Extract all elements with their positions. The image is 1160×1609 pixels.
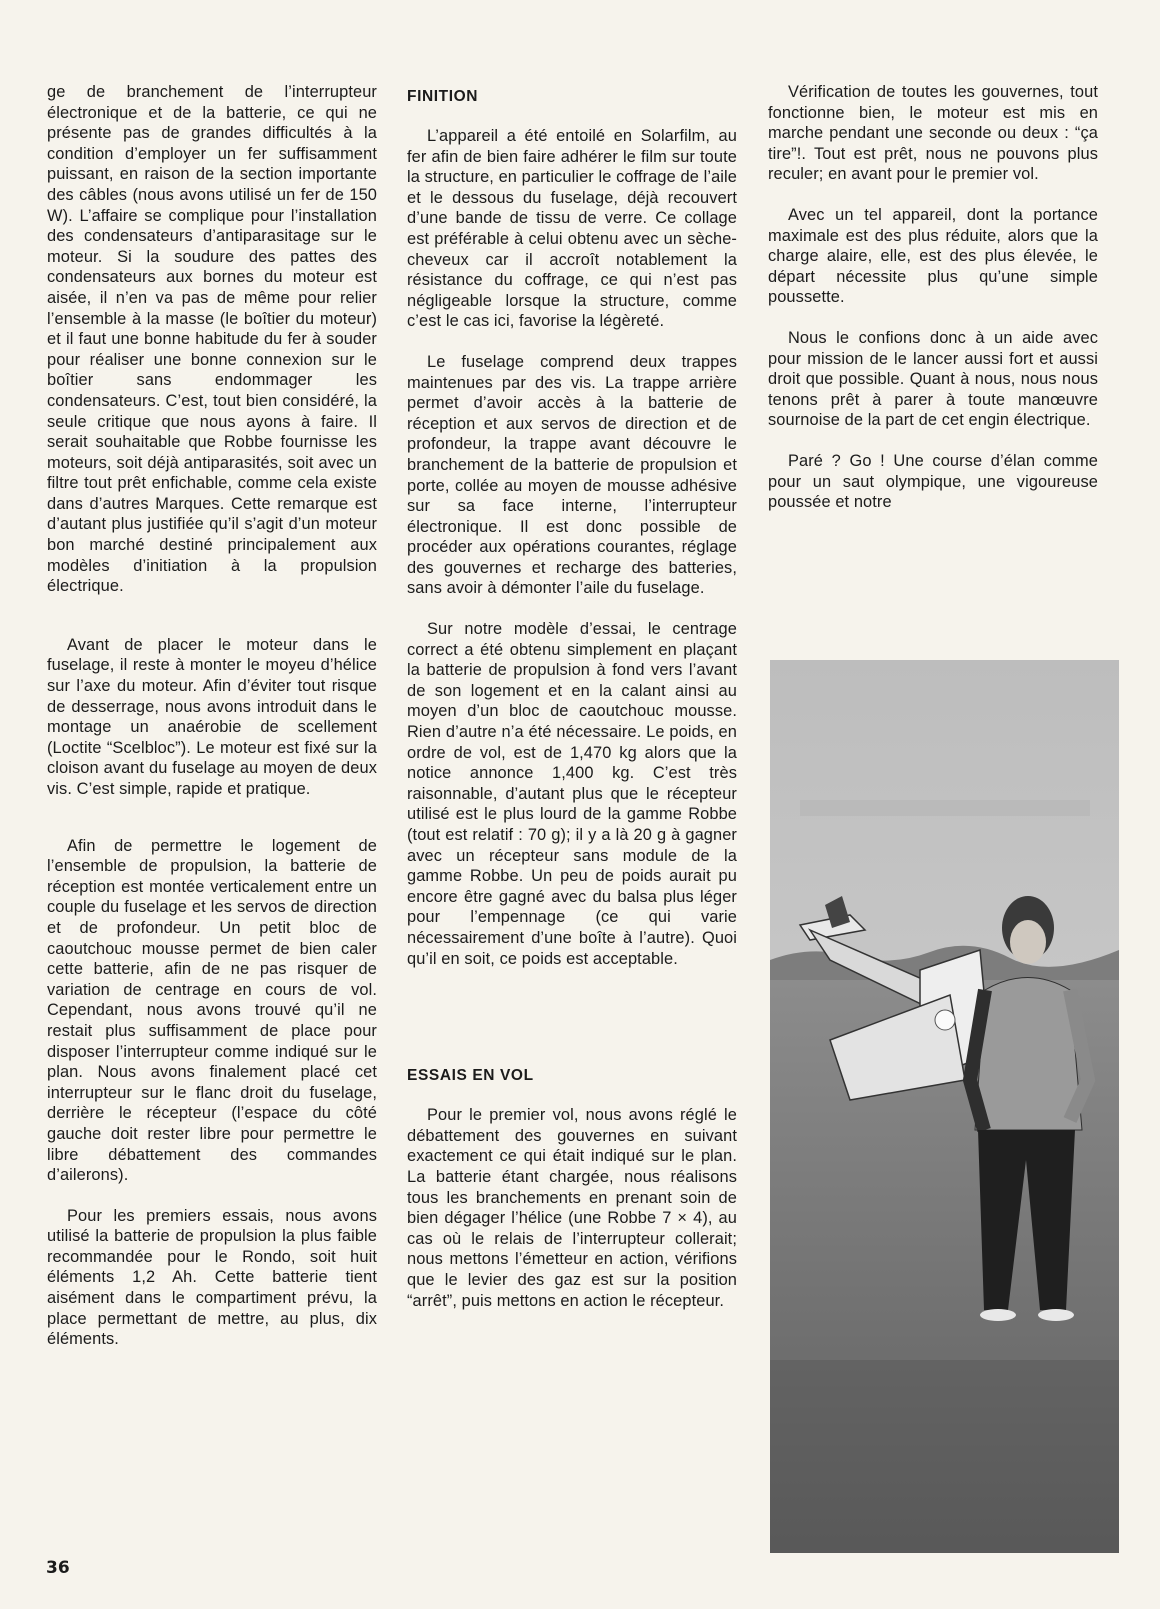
section-heading: FINITION — [407, 88, 479, 105]
paragraph: Avant de placer le moteur dans le fuselage, il reste à monter le moyeu d’hélice sur l’axe du moteur. Afin d’éviter tout risque de desserrage, nous avons introduit dans le montage un anaérobie de scellement (Loctite “Scelbloc”). Le moteur est fixé sur la cloison avant du fuselage au moyen de deux vis. C’est simple, rapide et pratique. — [47, 635, 377, 798]
text-column-1 — [47, 82, 377, 1370]
paragraph: Paré ? Go ! Une course d’élan comme pour un saut olympique, une vigoureuse poussée et notre — [768, 451, 1098, 512]
paragraph: Pour le premier vol, nous avons réglé le débattement des gouvernes en suivant exactement ce qui était indiqué sur le plan. La batterie étant chargée, nous réalisons tous les branchements en prenant soin de bien dégager l’hélice (une Robbe 7 × 4), au cas où le relais de l’interrupteur collerait; nous mettons l’émetteur en action, vérifions que le levier des gaz est sur la position “arrêt”, puis mettons en action le récepteur. — [407, 1106, 737, 1310]
paragraph: Vérification de toutes les gouvernes, tout fonctionne bien, le moteur est mis en marche pendant une seconde ou deux : “ça tire”!. Tout est prêt, nous ne pouvons plus reculer; en avant pour le premier vol. — [768, 83, 1098, 184]
section-heading: ESSAIS EN VOL — [407, 1067, 534, 1085]
text-column-3 — [768, 82, 1098, 533]
paragraph: L’appareil a été entoilé en Solarfilm, au fer afin de bien faire adhérer le film sur toute la structure, en particulier le coffrage de l’aile et le dessous du fuselage, déjà recouvert d’une bande de tissu de verre. Ce collage est préférable à celui obtenu avec un sèche-cheveux car il accroît notablement la résistance du coffrage, ce qui n’est pas négligeable lorsque la structure, comme c’est le cas ici, favorise la légèreté. — [407, 127, 737, 331]
paragraph: ge de branchement de l’interrupteur électronique et de la batterie, ce qui ne présente pas de grandes difficultés à la condition d’employer un fer suffisamment puissant, en raison de la section importante des câbles (nous avons utilisé un fer de 150 W). L’affaire se complique pour l’installation des condensateurs d’antiparasitage sur le moteur. Si la soudure des pattes des condensateurs aux bornes du moteur est aisée, il n’en va pas de même pour relier l’ensemble à la masse (le boîtier du moteur) et il faut une bonne habitude du fer à souder pour réaliser une bonne connexion sur le boîtier sans endommager les condensateurs. C’est, tout bien considéré, la seule critique que nous ayons à faire. Il serait souhaitable que Robbe fournisse les moteurs, soit déjà antiparasités, soit avec un filtre tout prêt enfichable, comme cela existe dans d’autres Marques. Cette remarque est d’autant plus justifiée qu’il s’agit d’un moteur bon marché destiné principalement aux modèles d’initiation à la propulsion électrique. — [47, 83, 377, 596]
paragraph: Afin de permettre le logement de l’ensemble de propulsion, la batterie de réception est montée verticalement entre un couple du fuselage et les servos de direction et de profondeur. Un petit bloc de caoutchouc mousse permet de bien caler cette batterie, afin de ne pas risquer de variation de centrage en cours de vol. Cependant, nous avons trouvé qu’il ne restait plus suffisamment de place pour disposer l’interrupteur comme indiqué sur le plan. Nous avons finalement placé cet interrupteur sur le flanc droit du fuselage, derrière le récepteur (l’espace du côté gauche doit rester libre pour permettre le libre débattement des commandes d’ailerons). — [47, 836, 377, 1185]
photo-pilot-with-model-plane — [770, 660, 1119, 1553]
paragraph: Avec un tel appareil, dont la portance maximale est des plus réduite, alors que la charge alaire, elle, est des plus élevée, le départ nécessite plus qu’une simple poussette. — [768, 205, 1098, 307]
photo-illustration — [770, 660, 1119, 1553]
page-number: 36 — [46, 1558, 70, 1578]
paragraph: Sur notre modèle d’essai, le centrage correct a été obtenu simplement en plaçant la batterie de propulsion à fond vers l’avant de son logement et en la calant ainsi au moyen d’un bloc de caoutchouc mousse. Rien d’autre n’a été nécessaire. Le poids, en ordre de vol, est de 1,470 kg alors que la notice annonce 1,400 kg. C’est très raisonnable, d’autant plus que le récepteur utilisé est le plus lourd de la gamme Robbe (tout est relatif : 70 g); il y a là 20 g à gagner avec un récepteur sans module de la gamme Robbe. Un peu de poids aurait pu encore être gagné avec du balsa plus léger pour l’empennage (ce qui varie nécessairement d’une boîte à l’autre). Quoi qu’il en soit, ce poids est acceptable. — [407, 620, 737, 968]
paragraph: Le fuselage comprend deux trappes maintenues par des vis. La trappe arrière permet d’avoir accès à la batterie de réception et aux servos de direction et de profondeur, la trappe avant découvre le branchement de la batterie de propulsion et porte, collée au moyen de mousse adhésive sur sa face interne, l’interrupteur électronique. Il est donc possible de procéder aux opérations courantes, réglage des gouvernes et recharge des batteries, sans avoir à démonter l’aile du fuselage. — [407, 352, 737, 598]
paragraph: Pour les premiers essais, nous avons utilisé la batterie de propulsion la plus faible recommandée pour le Rondo, soit huit éléments 1,2 Ah. Cette batterie tient aisément dans le compartiment prévu, la place permettant de mettre, au plus, dix éléments. — [47, 1206, 377, 1349]
paragraph: Nous le confions donc à un aide avec pour mission de le lancer aussi fort et aussi droit que possible. Quant à nous, nous nous tenons prêt à parer à toute manœuvre sournoise de la part de cet engin électrique. — [768, 328, 1098, 430]
text-column-2 — [407, 82, 737, 1331]
